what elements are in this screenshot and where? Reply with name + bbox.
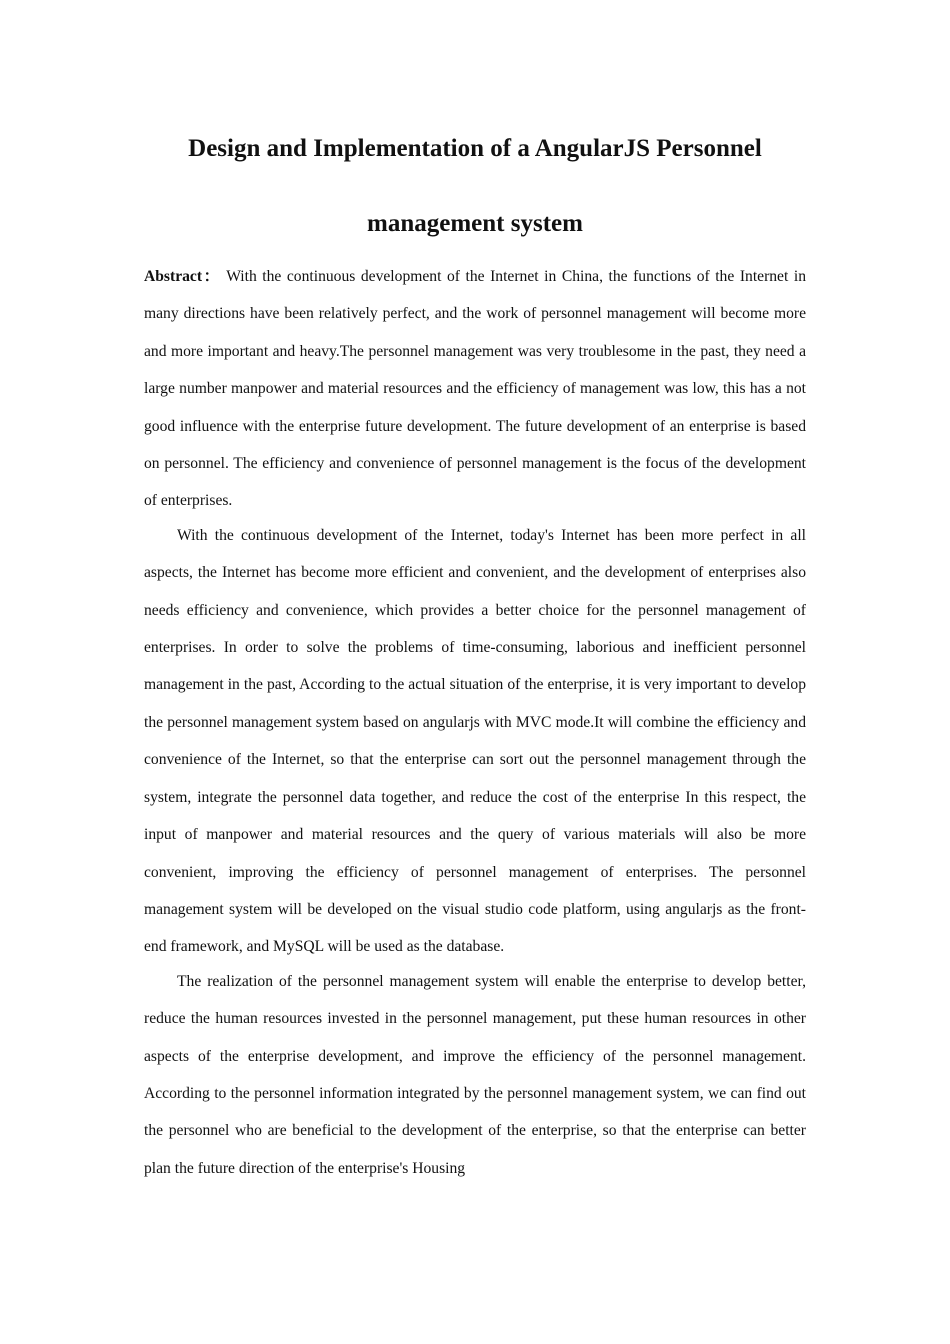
abstract-paragraph-1 xyxy=(144,258,806,520)
abstract-body xyxy=(144,258,806,1184)
abstract-paragraph-2: With the continuous development of the Internet, today's Internet has been more perfect in all aspects, the Internet has become more efficient and convenient, and the development of enterprises also needs efficiency and convenience, which provides a better choice for the personnel management of enterprises. In order to solve the problems of time-consuming, laborious and inefficient personnel management in the past, According to the actual situation of the enterprise, it is very important to develop the personnel management system based on angularjs with MVC mode.It will combine the efficiency and convenience of the Internet, so that the enterprise can sort out the personnel management through the system, integrate the personnel data together, and reduce the cost of the enterprise In this respect, the input of manpower and material resources and the query of various materials will also be more convenient, improving the efficiency of personnel management of enterprises. The personnel management system will be developed on the visual studio code platform, using angularjs as the front-end framework, and MySQL will be used as the database. xyxy=(144,526,806,956)
title-line-1: Design and Implementation of a AngularJS Personnel xyxy=(188,135,762,162)
paragraph-1-text: With the continuous development of the Internet in China, the functions of the Internet in many directions have been relatively perfect, and the work of personnel management will become more and more important and heavy.The personnel management was very troublesome in the past, they need a large number manpower and material resources and the efficiency of management was low, this has a not good influence with the enterprise future development. The future development of an enterprise is based on personnel. The efficiency and convenience of personnel management is the focus of the development of enterprises. xyxy=(144,268,806,510)
abstract-paragraph-3: The realization of the personnel management system will enable the enterprise to develop better, reduce the human resources invested in the personnel management, put these human resources in other aspects of the enterprise development, and improve the efficiency of the personnel management. According to the personnel information integrated by the personnel management system, we can find out the personnel who are beneficial to the development of the enterprise, so that the enterprise can better plan the future direction of the enterprise's Housing xyxy=(144,972,806,1177)
abstract-label: Abstract： xyxy=(144,268,221,285)
document-title xyxy=(144,128,806,278)
title-line-2: management system xyxy=(367,210,583,237)
